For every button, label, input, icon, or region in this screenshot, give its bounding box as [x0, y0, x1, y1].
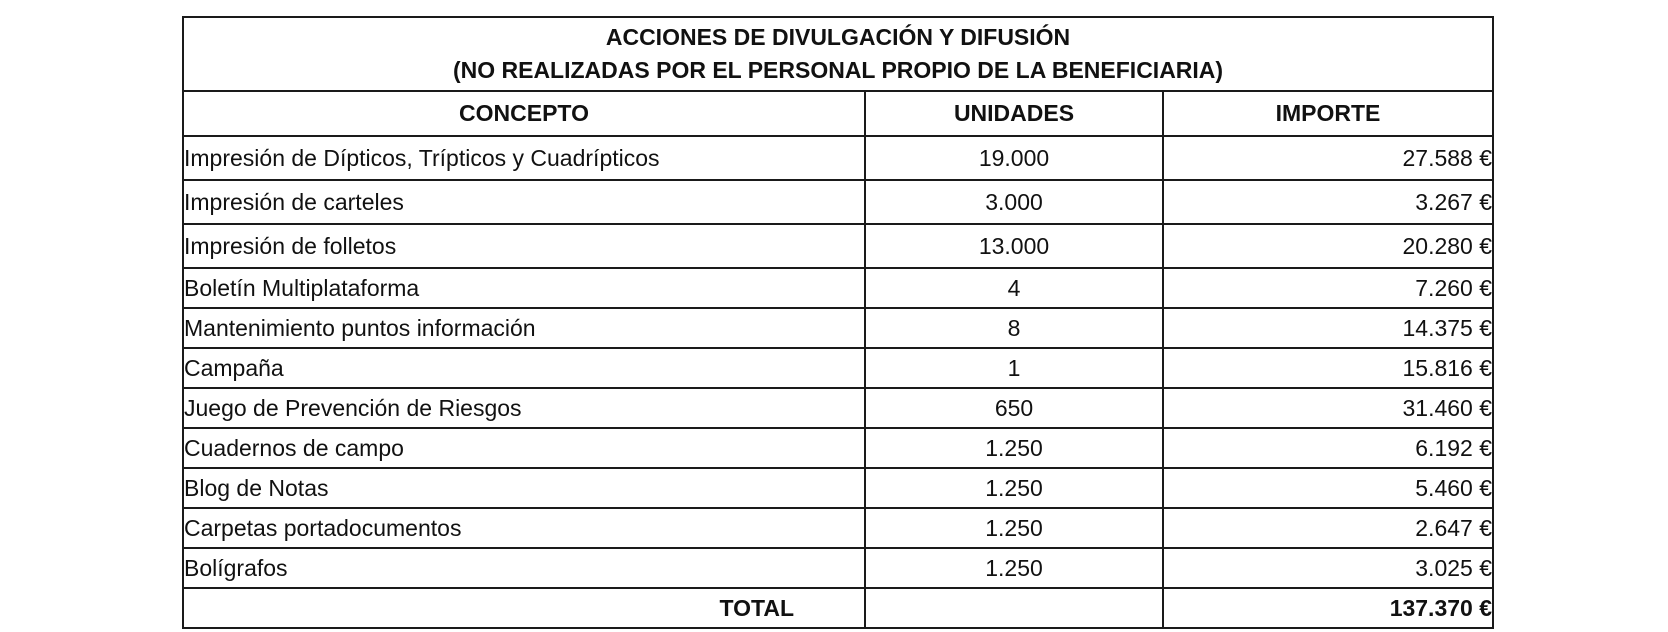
table-row: [183, 180, 1493, 224]
table-row: [183, 224, 1493, 268]
row-amount: 5.460 €: [1163, 468, 1493, 508]
row-concept: Campaña: [183, 348, 865, 388]
row-amount: 7.260 €: [1163, 268, 1493, 308]
header-row: [183, 91, 1493, 136]
row-units: 4: [865, 268, 1163, 308]
table-row: [183, 468, 1493, 508]
row-concept: Mantenimiento puntos información: [183, 308, 865, 348]
row-units: 13.000: [865, 224, 1163, 268]
row-amount: 3.267 €: [1163, 180, 1493, 224]
row-amount: 20.280 €: [1163, 224, 1493, 268]
row-concept: Impresión de Dípticos, Trípticos y Cuadrípticos: [183, 136, 865, 180]
row-amount: 2.647 €: [1163, 508, 1493, 548]
row-amount: 3.025 €: [1163, 548, 1493, 588]
row-concept: Boletín Multiplataforma: [183, 268, 865, 308]
header-amount: IMPORTE: [1163, 91, 1493, 136]
row-units: 1.250: [865, 428, 1163, 468]
table-row: [183, 136, 1493, 180]
header-concept: CONCEPTO: [183, 91, 865, 136]
row-concept: Blog de Notas: [183, 468, 865, 508]
title-line-1: ACCIONES DE DIVULGACIÓN Y DIFUSIÓN: [605, 24, 1071, 50]
row-units: 1: [865, 348, 1163, 388]
row-amount: 27.588 €: [1163, 136, 1493, 180]
total-row: [183, 588, 1493, 628]
table-row: [183, 388, 1493, 428]
row-units: 3.000: [865, 180, 1163, 224]
row-units: 1.250: [865, 548, 1163, 588]
table-title: [183, 17, 1493, 91]
row-units: 650: [865, 388, 1163, 428]
row-concept: Cuadernos de campo: [183, 428, 865, 468]
table-row: [183, 308, 1493, 348]
row-units: 1.250: [865, 468, 1163, 508]
total-amount: 137.370 €: [1163, 588, 1493, 628]
total-label: TOTAL: [183, 588, 865, 628]
row-units: 1.250: [865, 508, 1163, 548]
row-concept: Impresión de folletos: [183, 224, 865, 268]
table-row: [183, 428, 1493, 468]
row-concept: Bolígrafos: [183, 548, 865, 588]
title-line-2: (NO REALIZADAS POR EL PERSONAL PROPIO DE LA BENEFICIARIA): [452, 57, 1224, 83]
title-row: [183, 17, 1493, 91]
budget-table: [182, 16, 1494, 629]
row-amount: 15.816 €: [1163, 348, 1493, 388]
row-amount: 6.192 €: [1163, 428, 1493, 468]
row-units: 8: [865, 308, 1163, 348]
row-concept: Juego de Prevención de Riesgos: [183, 388, 865, 428]
row-concept: Impresión de carteles: [183, 180, 865, 224]
table-row: [183, 348, 1493, 388]
table-row: [183, 508, 1493, 548]
row-units: 19.000: [865, 136, 1163, 180]
table-row: [183, 268, 1493, 308]
row-amount: 14.375 €: [1163, 308, 1493, 348]
table-row: [183, 548, 1493, 588]
total-units: [865, 588, 1163, 628]
row-amount: 31.460 €: [1163, 388, 1493, 428]
row-concept: Carpetas portadocumentos: [183, 508, 865, 548]
header-units: UNIDADES: [865, 91, 1163, 136]
